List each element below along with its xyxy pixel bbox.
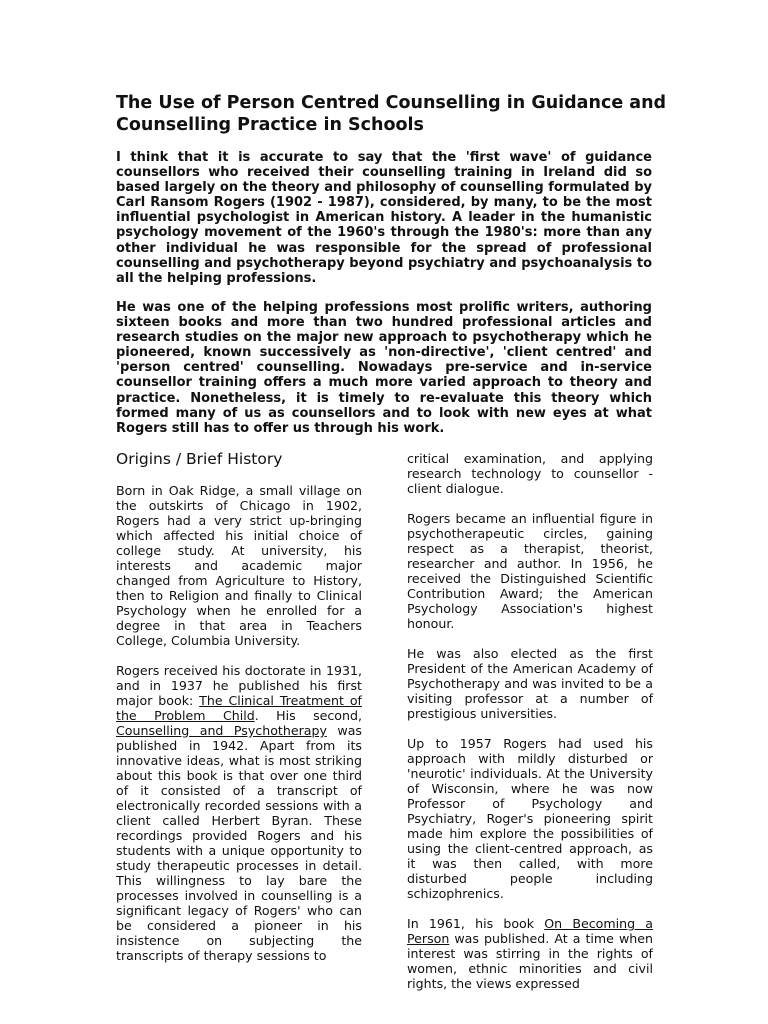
left-column <box>116 448 362 978</box>
text-span: was published in 1942. Apart from its innovative ideas, what is most striking about this book is that over one third of it consisted of a transcript of electronically recorded sessions with a client called Herbert Byran. These recordings provided Rogers and his students with a unique opportunity to study therapeutic processes in detail. This willingness to lay bare the processes involved in counselling is a significant legacy of Rogers' who can be considered a pioneer in his insistence on subjecting the transcripts of therapy sessions to <box>116 723 362 963</box>
right-column <box>407 451 653 1006</box>
book-title-clinical-treatment: The Clinical Treatment of the Problem Child <box>116 693 362 723</box>
right-paragraph-0: critical examination, and applying research technology to counsellor - client dialogue. <box>407 451 653 496</box>
right-paragraph-3: Up to 1957 Rogers had used his approach with mildly disturbed or 'neurotic' individuals. At the University of Wisconsin, where he was now Professor of Psychology and Psychiatry, Roger's pioneering spirit made him explore the possibilities of using the client-centred approach, as it was then called, with more disturbed people including schizophrenics. <box>407 736 653 901</box>
intro-paragraph-1: I think that it is accurate to say that the 'first wave' of guidance counsellors who received their counselling training in Ireland did so based largely on the theory and philosophy of counselling formulated by Carl Ransom Rogers (1902 - 1987), considered, by many, to be the most influential psychologist in American history. A leader in the humanistic psychology movement of the 1960's through the 1980's: more than any other individual he was responsible for the spread of professional counselling and psychotherapy beyond psychiatry and psychoanalysis to all the helping professions. <box>116 150 652 286</box>
book-title-counselling-psychotherapy: Counselling and Psychotherapy <box>116 723 327 738</box>
text-span: Rogers received his doctorate in 1931, and in 1937 he published his first major book: <box>116 663 362 708</box>
section-heading: Origins / Brief History <box>116 450 283 468</box>
text-span: In 1961, his book <box>407 916 545 931</box>
right-paragraph-4 <box>407 916 653 991</box>
intro-paragraph-2: He was one of the helping professions most prolific writers, authoring sixteen books and more than two hundred professional articles and research studies on the major new approach to psychotherapy which he pioneered, known successively as 'non-directive', 'client centred' and 'person centred' counselling. Nowadays pre-service and in-service counsellor training offers a much more varied approach to theory and practice. Nonetheless, it is timely to re-evaluate this theory which formed many of us as counsellors and to look with new eyes at what Rogers still has to offer us through his work. <box>116 300 652 436</box>
left-paragraph-2 <box>116 663 362 963</box>
document-title: The Use of Person Centred Counselling in Guidance and Counselling Practice in Schools <box>116 93 667 135</box>
text-span: . His second, <box>254 708 362 723</box>
left-paragraph-1: Born in Oak Ridge, a small village on the outskirts of Chicago in 1902, Rogers had a very strict up-bringing which affected his initial choice of college study. At university, his interests and academic major changed from Agriculture to History, then to Religion and finally to Clinical Psychology when he enrolled for a degree in that area in Teachers College, Columbia University. <box>116 483 362 648</box>
right-paragraph-1: Rogers became an influential figure in psychotherapeutic circles, gaining respect as a therapist, theorist, researcher and author. In 1956, he received the Distinguished Scientific Contribution Award; the American Psychology Association's highest honour. <box>407 511 653 631</box>
text-span: was published. At a time when interest was stirring in the rights of women, ethnic minorities and civil rights, the views expressed <box>407 931 653 991</box>
book-title-on-becoming-a-person: On Becoming a Person <box>407 916 653 946</box>
right-paragraph-2: He was also elected as the first President of the American Academy of Psychotherapy and was invited to be a visiting professor at a number of prestigious universities. <box>407 646 653 721</box>
